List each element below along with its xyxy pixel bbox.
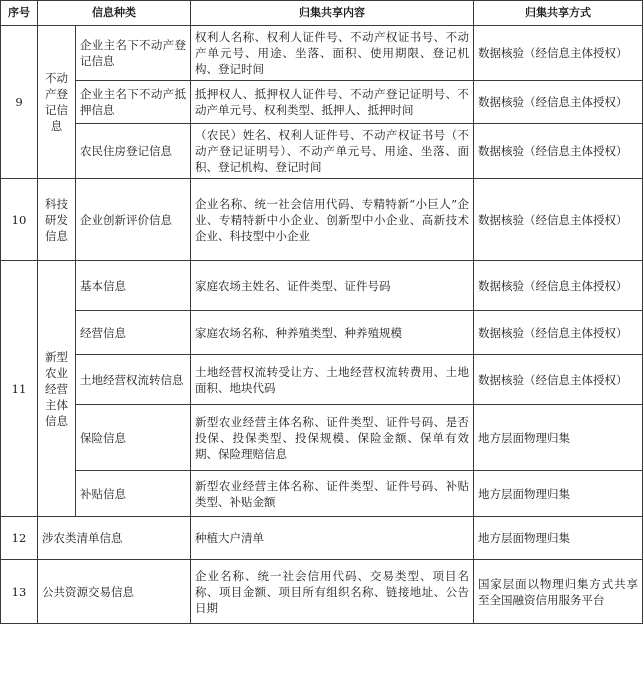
- category-label: 不动产登记信息: [38, 26, 76, 179]
- table-row: [1, 26, 643, 81]
- method-cell: 数据核验（经信息主体授权）: [474, 124, 643, 179]
- subcategory-label: 保险信息: [76, 405, 191, 471]
- subcategory-label: 经营信息: [76, 311, 191, 355]
- table-row: [1, 355, 643, 405]
- header-row: [1, 1, 643, 26]
- row-number: 13: [1, 560, 38, 624]
- subcategory-label: 企业主名下不动产抵押信息: [76, 81, 191, 124]
- table-row: [1, 471, 643, 517]
- category-label: 公共资源交易信息: [38, 560, 191, 624]
- method-cell: 数据核验（经信息主体授权）: [474, 81, 643, 124]
- content-cell: 权利人名称、权利人证件号、不动产权证书号、不动产单元号、用途、坐落、面积、使用期限、登记机构、登记时间: [191, 26, 474, 81]
- method-cell: 地方层面物理归集: [474, 471, 643, 517]
- method-cell: 数据核验（经信息主体授权）: [474, 355, 643, 405]
- method-cell: 数据核验（经信息主体授权）: [474, 179, 643, 261]
- method-cell: 地方层面物理归集: [474, 405, 643, 471]
- method-cell: 地方层面物理归集: [474, 517, 643, 560]
- content-cell: （农民）姓名、权利人证件号、不动产权证书号（不动产登记证明号）、不动产单元号、用途、坐落、面积、登记机构、登记时间: [191, 124, 474, 179]
- row-number: 10: [1, 179, 38, 261]
- category-label: 新型农业经营主体信息: [38, 261, 76, 517]
- method-cell: 数据核验（经信息主体授权）: [474, 26, 643, 81]
- table-row: [1, 81, 643, 124]
- content-cell: 土地经营权流转受让方、土地经营权流转费用、土地面积、地块代码: [191, 355, 474, 405]
- row-number: 12: [1, 517, 38, 560]
- subcategory-label: 企业主名下不动产登记信息: [76, 26, 191, 81]
- header-category: 信息种类: [38, 1, 191, 26]
- table-row: [1, 124, 643, 179]
- content-cell: 抵押权人、抵押权人证件号、不动产登记证明号、不动产单元号、权利类型、抵押人、抵押时间: [191, 81, 474, 124]
- method-cell: 数据核验（经信息主体授权）: [474, 311, 643, 355]
- method-cell: 数据核验（经信息主体授权）: [474, 261, 643, 311]
- content-cell: 企业名称、统一社会信用代码、专精特新“小巨人”企业、专精特新中小企业、创新型中小企业、高新技术企业、科技型中小企业: [191, 179, 474, 261]
- table-row: [1, 261, 643, 311]
- subcategory-label: 企业创新评价信息: [76, 179, 191, 261]
- subcategory-label: 基本信息: [76, 261, 191, 311]
- content-cell: 种植大户清单: [191, 517, 474, 560]
- content-cell: 新型农业经营主体名称、证件类型、证件号码、是否投保、投保类型、投保规模、保险金额、保单有效期、保险理赔信息: [191, 405, 474, 471]
- header-method: 归集共享方式: [474, 1, 643, 26]
- subcategory-label: 补贴信息: [76, 471, 191, 517]
- header-content: 归集共享内容: [191, 1, 474, 26]
- method-cell: 国家层面以物理归集方式共享至全国融资信用服务平台: [474, 560, 643, 624]
- content-cell: 家庭农场名称、种养殖类型、种养殖规模: [191, 311, 474, 355]
- header-no: 序号: [1, 1, 38, 26]
- category-label: 涉农类清单信息: [38, 517, 191, 560]
- table-row: [1, 179, 643, 261]
- table-row: [1, 311, 643, 355]
- content-cell: 企业名称、统一社会信用代码、交易类型、项目名称、项目金额、项目所有组织名称、链接地址、公告日期: [191, 560, 474, 624]
- subcategory-label: 农民住房登记信息: [76, 124, 191, 179]
- table-row: [1, 517, 643, 560]
- row-number: 11: [1, 261, 38, 517]
- content-cell: 新型农业经营主体名称、证件类型、证件号码、补贴类型、补贴金额: [191, 471, 474, 517]
- subcategory-label: 土地经营权流转信息: [76, 355, 191, 405]
- row-number: 9: [1, 26, 38, 179]
- table-row: [1, 405, 643, 471]
- content-cell: 家庭农场主姓名、证件类型、证件号码: [191, 261, 474, 311]
- table-row: [1, 560, 643, 624]
- category-label: 科技研发信息: [38, 179, 76, 261]
